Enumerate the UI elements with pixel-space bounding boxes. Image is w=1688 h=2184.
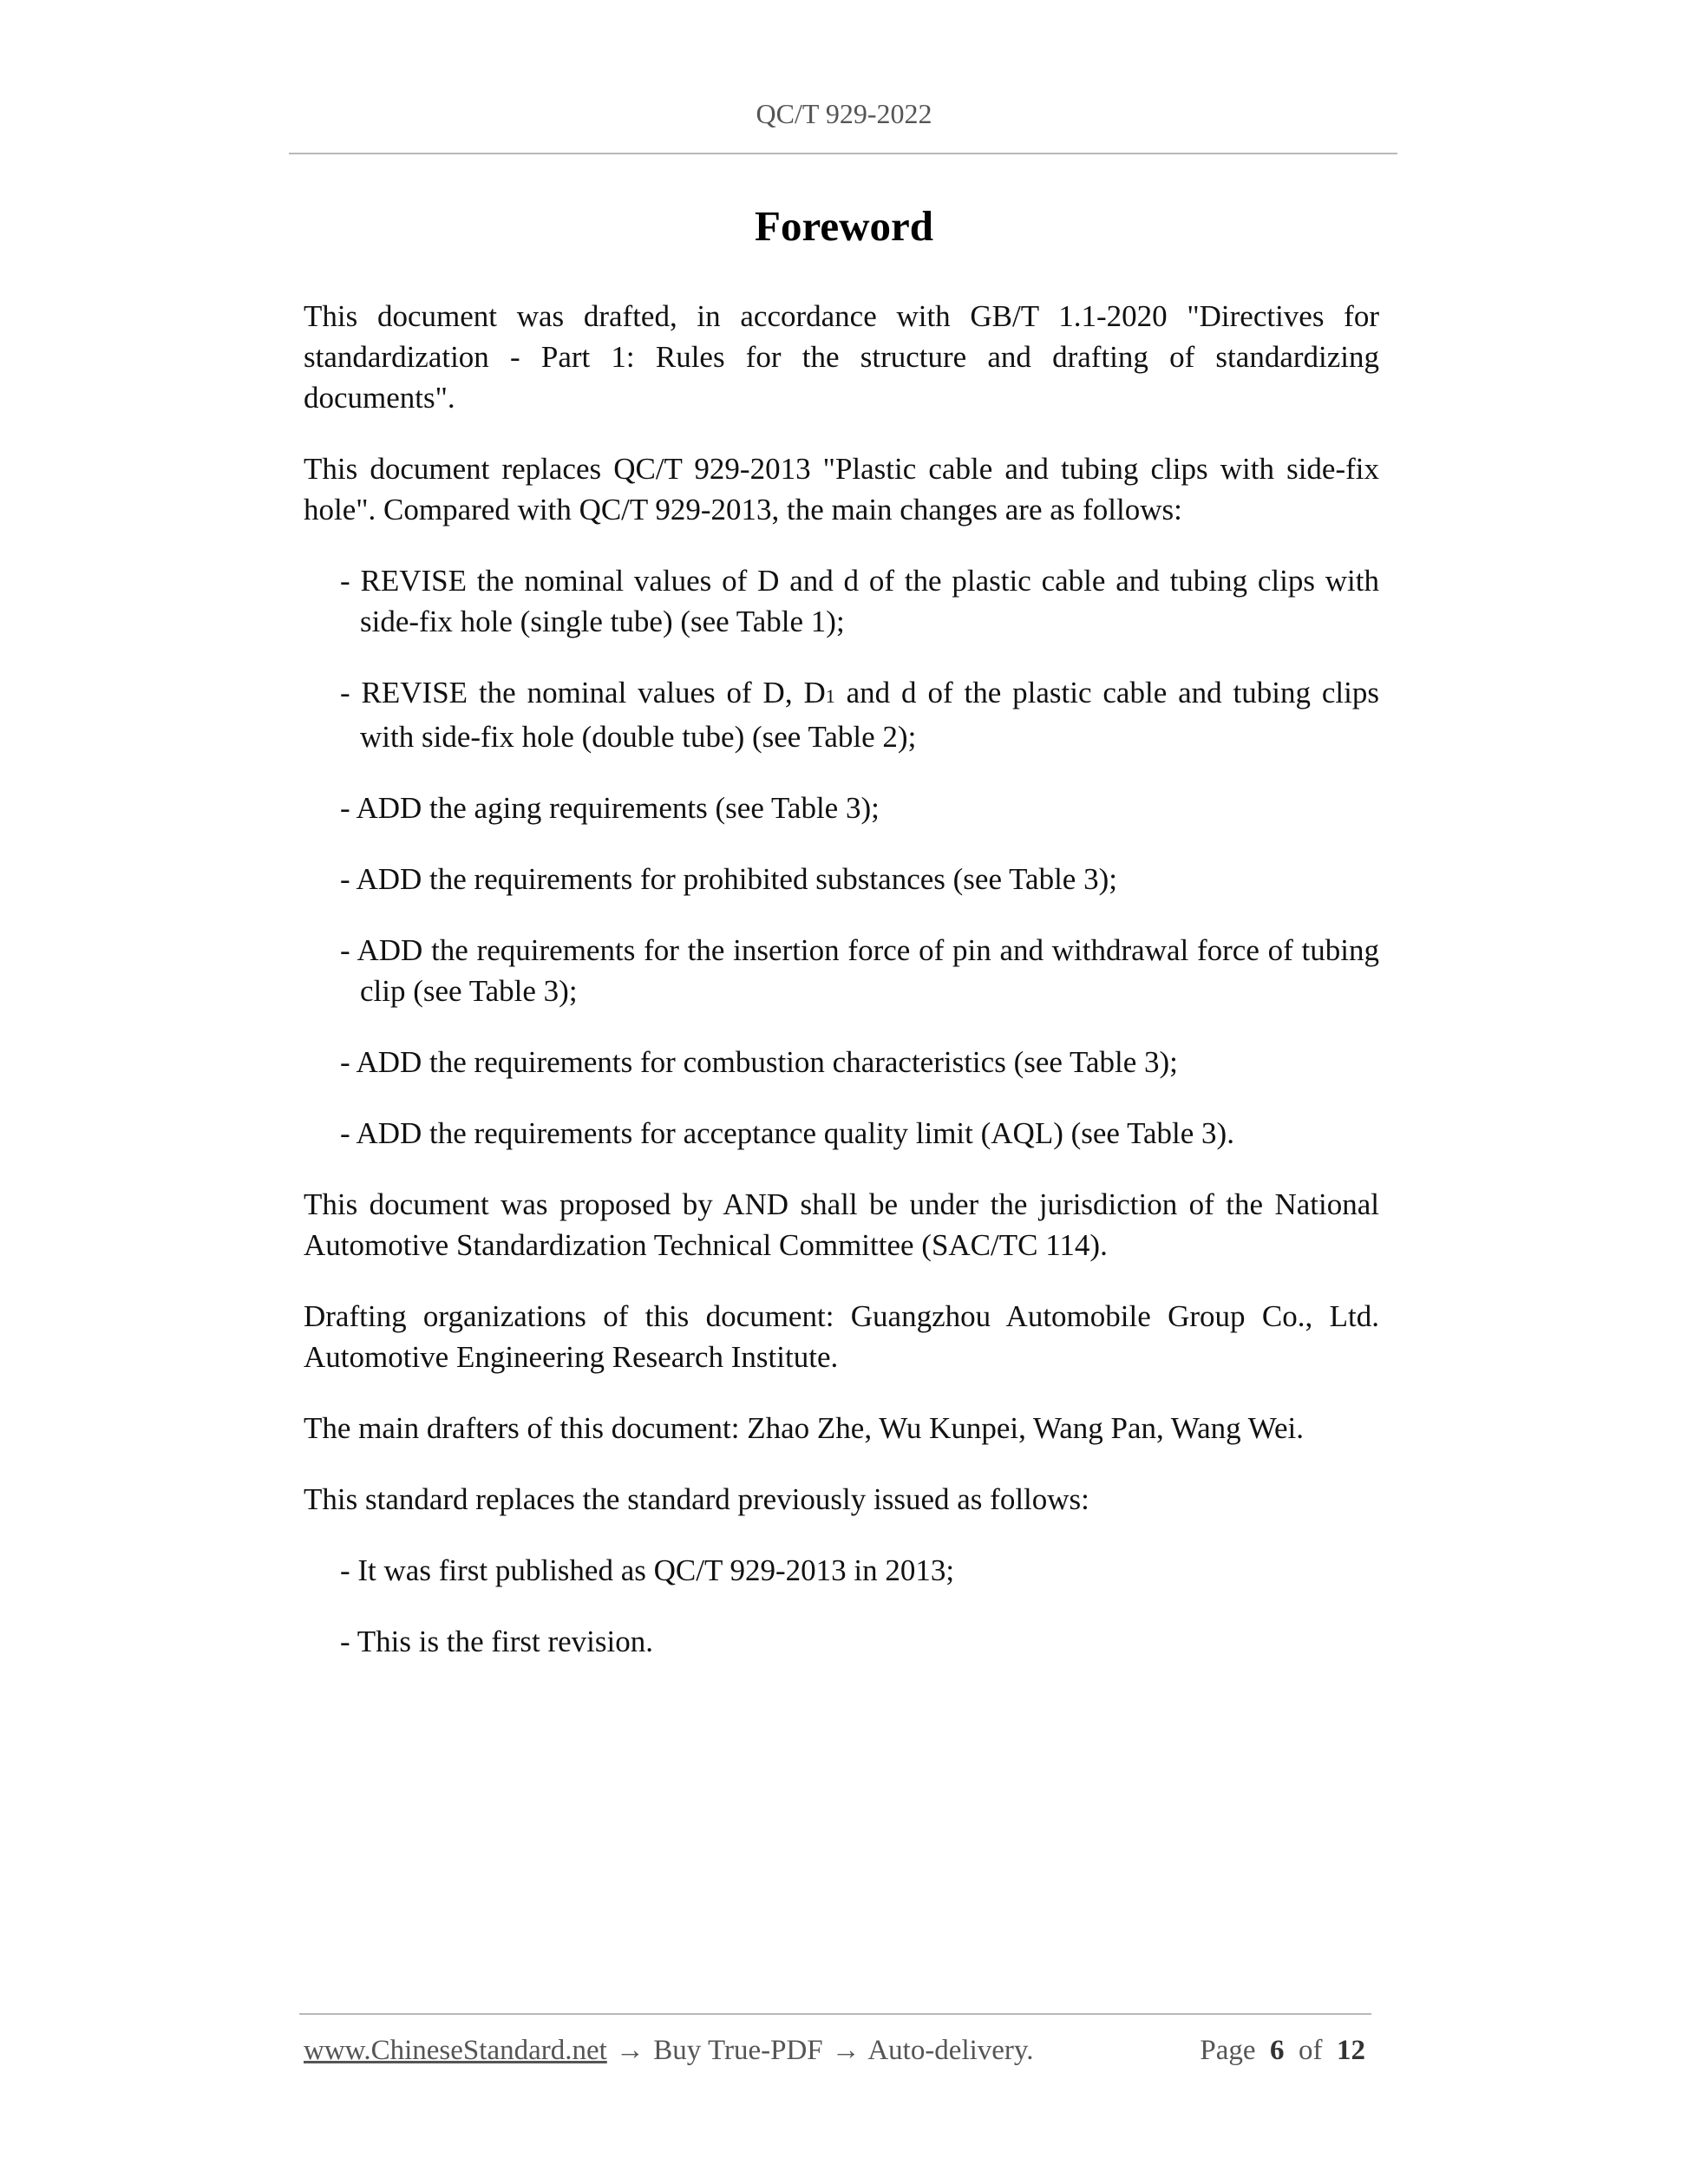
footer-links [304,2035,1034,2067]
change-item-4: - ADD the requirements for prohibited substances (see Table 3); [340,862,1117,896]
change-item-7: - ADD the requirements for acceptance quality limit (AQL) (see Table 3). [340,1116,1234,1150]
paragraph-main-drafters: The main drafters of this document: Zhao Zhe, Wu Kunpei, Wang Pan, Wang Wei. [304,1411,1304,1445]
buy-true-pdf-text: Buy True-PDF [653,2035,823,2066]
change-item-6: - ADD the requirements for combustion characteristics (see Table 3); [340,1045,1178,1079]
change-item-2-text-a: - REVISE the nominal values of D, D [340,676,826,709]
document-body [304,296,1379,1692]
change-item-2-text-b: and d of the plastic cable and tubing clips with side-fix hole (double tube) (see Table 2); [360,676,1379,754]
change-item-5: - ADD the requirements for the insertion force of pin and withdrawal force of tubing clip (see Table 3); [340,933,1379,1008]
paragraph-drafting-organizations: Drafting organizations of this document: Guangzhou Automobile Group Co., Ltd. Automotive Engineering Research Institute. [304,1299,1379,1374]
paragraph-replaces: This document replaces QC/T 929-2013 "Plastic cable and tubing clips with side-fix hole". Compared with QC/T 929-2013, the main changes are as follows: [304,452,1379,526]
history-item-2: - This is the first revision. [340,1625,653,1658]
header-doc-code: QC/T 929-2022 [756,98,932,129]
change-item-1: - REVISE the nominal values of D and d of the plastic cable and tubing clips with side-fix hole (single tube) (see Table 1); [340,564,1379,638]
arrow-right-icon: → [831,2035,860,2066]
page-title: Foreword [755,202,933,250]
history-item-1: - It was first published as QC/T 929-2013 in 2013; [340,1553,955,1587]
change-item-2 [340,672,1379,757]
paragraph-previous-issues: This standard replaces the standard previously issued as follows: [304,1482,1089,1516]
paragraph-drafting-rules: This document was drafted, in accordance with GB/T 1.1-2020 "Directives for standardization - Part 1: Rules for the structure and drafting of standardizing documents". [304,299,1379,415]
website-link[interactable]: www.ChineseStandard.net [304,2035,607,2066]
change-item-2-subscript: 1 [825,685,835,707]
auto-delivery-text: Auto-delivery. [867,2035,1034,2066]
change-item-3: - ADD the aging requirements (see Table 3); [340,791,880,825]
arrow-right-icon: → [616,2035,645,2066]
page-total: 12 [1337,2035,1365,2066]
page-indicator [1200,2035,1365,2067]
footer-divider [299,2013,1371,2015]
paragraph-jurisdiction: This document was proposed by AND shall be under the jurisdiction of the National Automotive Standardization Technical Committee (SAC/TC 114). [304,1187,1379,1262]
page-of-label: of [1299,2035,1323,2066]
page-label: Page [1200,2035,1256,2066]
page-current: 6 [1270,2035,1285,2066]
header-divider [289,153,1397,154]
